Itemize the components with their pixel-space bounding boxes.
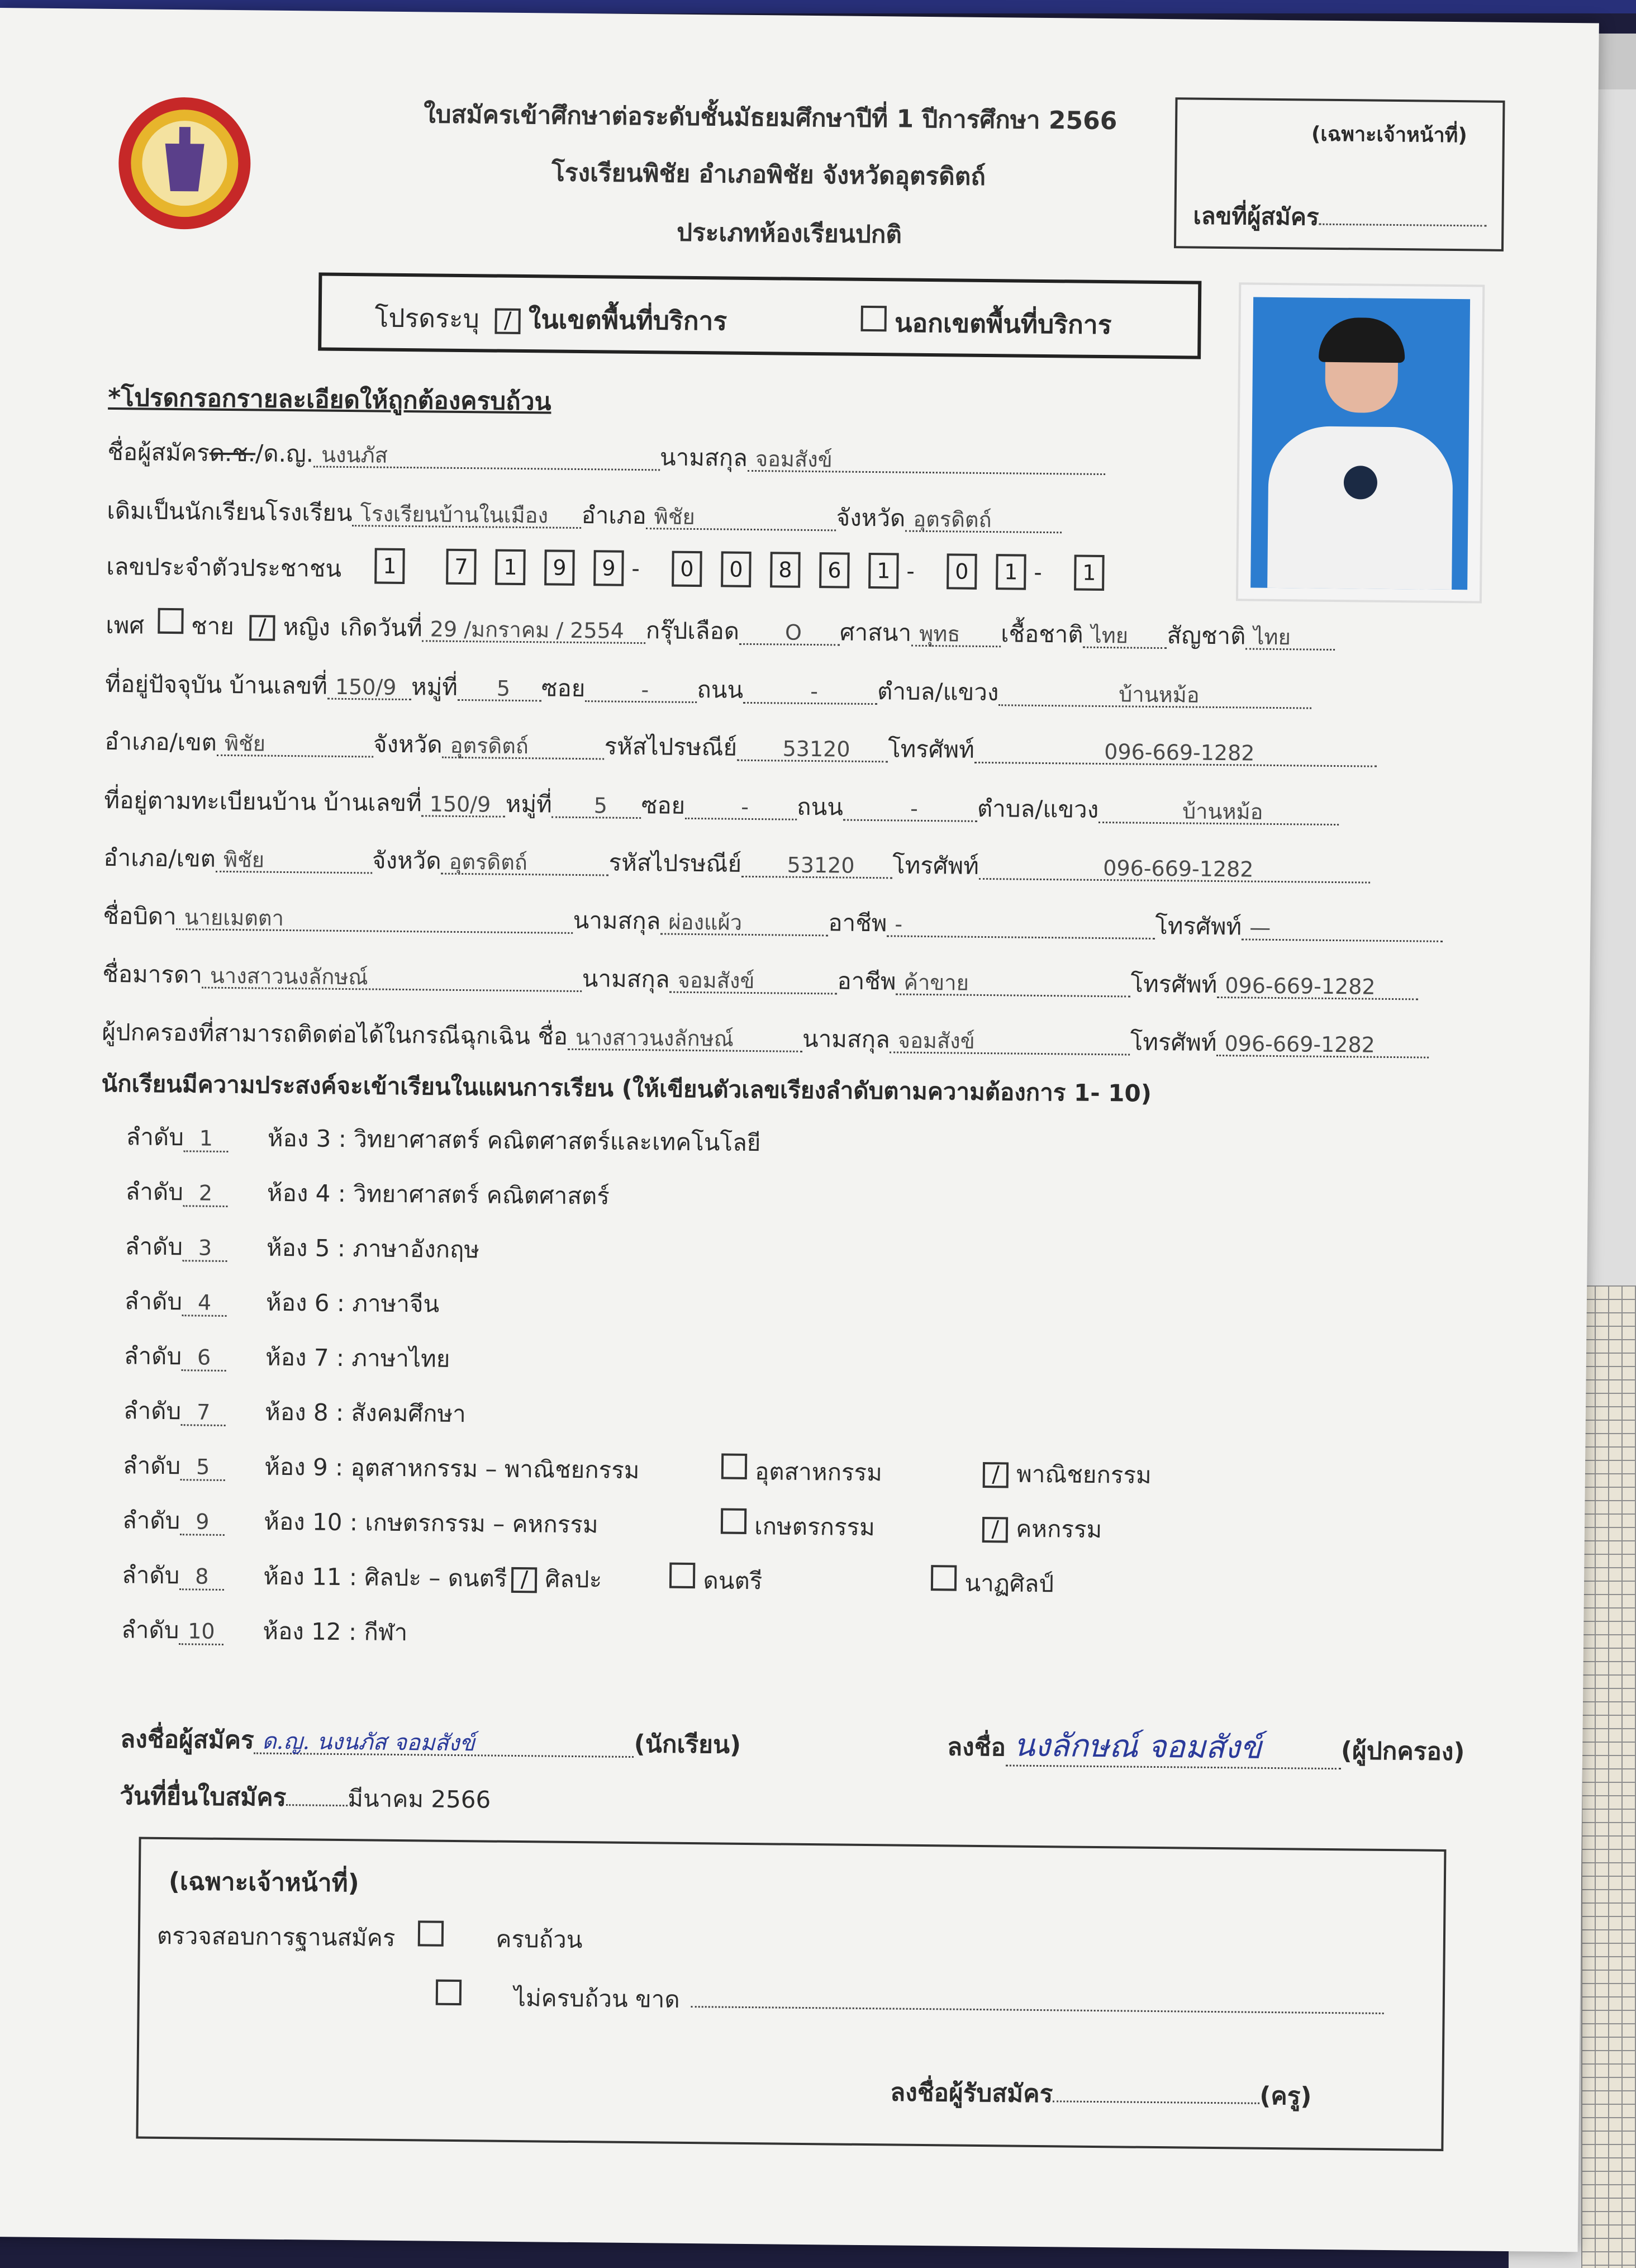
rank-field[interactable]: 7 (181, 1399, 226, 1426)
plan-row (121, 1611, 408, 1651)
school-seal-icon (114, 93, 255, 234)
agriculture-checkbox[interactable] (721, 1508, 746, 1534)
guardian-signature[interactable]: นงลักษณ์ จอมสังข์ (1006, 1733, 1342, 1769)
staff-box (1174, 97, 1505, 252)
applicant-signature-row (120, 1719, 741, 1764)
father-job-label: อาชีพ (828, 909, 887, 937)
current-soi-label: ซอย (541, 674, 586, 703)
id-digit-3[interactable]: 1 (495, 549, 526, 586)
id-separator: - (906, 558, 915, 585)
commerce-label: พาณิชยกรรม (1016, 1460, 1152, 1489)
service-area-row (374, 297, 1111, 345)
mother-surname-field[interactable]: จอมสังข์ (669, 967, 837, 995)
plan-row (124, 1283, 439, 1322)
guardian-surname-label: นามสกุล (802, 1024, 891, 1054)
rank-field[interactable]: 6 (182, 1345, 226, 1372)
receiver-label: ลงชื่อผู้รับสมัคร (890, 2078, 1053, 2109)
receiver-signature-field[interactable] (1053, 2076, 1259, 2104)
surname-label: นามสกุล (659, 443, 748, 472)
current-district-field[interactable]: พิชัย (217, 730, 373, 758)
id-digit-8[interactable]: 8 (770, 552, 801, 588)
father-surname-label: นามสกุล (573, 906, 661, 935)
registered-zip-field[interactable]: 53120 (741, 852, 892, 879)
personal-info-row (106, 607, 1335, 656)
applicant-no-row (1193, 198, 1487, 238)
id-digit-6[interactable]: 0 (672, 551, 702, 587)
rank-label: ลำดับ (123, 1397, 182, 1425)
service-area-box (318, 272, 1201, 359)
registered-moo-field[interactable]: 5 (552, 793, 641, 819)
plan-row (122, 1557, 1054, 1602)
guardian-row (102, 1014, 1429, 1064)
registered-address-row1 (104, 782, 1339, 831)
incomplete-checkbox[interactable] (436, 1980, 462, 2005)
id-label: เลขประจำตัวประชาชน (106, 552, 342, 582)
classroom-type: ประเภทห้องเรียนปกติ (676, 218, 902, 249)
rank-field[interactable]: 5 (180, 1454, 225, 1481)
id-digit-7[interactable]: 0 (721, 551, 752, 587)
current-phone-field[interactable]: 096-669-1282 (974, 738, 1377, 767)
current-soi-field[interactable]: - (585, 676, 697, 703)
father-row (103, 898, 1443, 947)
service-area-prompt: โปรดระบุ (374, 302, 480, 334)
submit-date-value: มีนาคม 2566 (348, 1785, 491, 1814)
music-label: ดนตรี (703, 1567, 763, 1595)
art-label: ศิลปะ (545, 1565, 602, 1593)
room-label: ห้อง 7 : ภาษาไทย (265, 1343, 450, 1373)
rank-field[interactable]: 10 (179, 1619, 223, 1645)
guardian-phone-field[interactable]: 096-669-1282 (1216, 1031, 1429, 1059)
surname-field[interactable]: จอมสังข์ (748, 446, 1105, 475)
rank-label: ลำดับ (122, 1506, 180, 1535)
current-house-field[interactable]: 150/9 (327, 674, 411, 700)
mother-job-label: อาชีพ (837, 967, 896, 995)
id-digit-12[interactable]: 1 (996, 554, 1026, 590)
applicant-no-label: เลขที่ผู้สมัคร (1193, 202, 1319, 231)
registered-phone-label: โทรศัพท์ (892, 851, 979, 880)
home-economics-checkbox[interactable]: / (982, 1517, 1008, 1543)
title-girl: /ด.ญ. (255, 439, 314, 468)
office-box (136, 1837, 1446, 2151)
dance-checkbox[interactable] (931, 1565, 957, 1591)
female-checkbox[interactable]: / (250, 615, 275, 640)
registered-province-label: จังหวัด (372, 846, 441, 875)
rank-label: ลำดับ (121, 1561, 180, 1590)
dob-label: เกิดวันที่ (340, 613, 423, 642)
plan-row (125, 1173, 610, 1214)
application-form (0, 8, 1599, 2252)
registered-road-field[interactable]: - (843, 795, 977, 822)
room-label: ห้อง 12 : กีฬา (263, 1617, 408, 1647)
rank-field[interactable]: 9 (180, 1509, 225, 1536)
id-separator: - (631, 556, 640, 582)
agriculture-label: เกษตรกรรม (754, 1512, 876, 1541)
id-digit-2[interactable]: 7 (446, 549, 477, 585)
title-boy-struck: ด.ช. (209, 439, 256, 467)
rank-label: ลำดับ (125, 1232, 183, 1261)
prev-province-label: จังหวัด (836, 504, 906, 532)
current-subdistrict-field[interactable]: บ้านหม้อ (998, 680, 1311, 709)
prev-school-row (107, 492, 1062, 538)
room-label: ห้อง 8 : สังคมศึกษา (264, 1398, 467, 1428)
prev-province-field[interactable]: อุตรดิตถ์ (905, 506, 1062, 534)
id-digit-5[interactable]: 9 (593, 550, 624, 586)
current-province-label: จังหวัด (373, 730, 443, 758)
room-label: ห้อง 4 : วิทยาศาสตร์ คณิตศาสตร์ (267, 1179, 610, 1210)
plan-row (123, 1392, 466, 1432)
father-job-field[interactable]: - (887, 911, 1155, 940)
receiver-row (890, 2072, 1312, 2115)
father-surname-field[interactable]: ผ่องแผ้ว (660, 909, 828, 936)
current-address-row2 (104, 723, 1377, 772)
id-digit-4[interactable]: 9 (544, 549, 575, 586)
prev-district-field[interactable]: พิชัย (646, 504, 836, 531)
current-road-label: ถนน (697, 676, 744, 704)
guardian-role: (ผู้ปกครอง) (1340, 1736, 1465, 1767)
dob-field[interactable]: 29 /มกราคม / 2554 (422, 616, 646, 644)
plan-row (122, 1502, 1102, 1548)
inside-area-label: ในเขตพื้นที่บริการ (528, 304, 727, 336)
current-province-field[interactable]: อุตรดิตถ์ (442, 733, 604, 760)
background-grid-paper (1581, 1285, 1636, 2268)
commerce-checkbox[interactable]: / (983, 1462, 1009, 1488)
rank-field[interactable]: 4 (182, 1290, 227, 1317)
father-phone-field[interactable]: — (1242, 914, 1443, 942)
mother-phone-label: โทรศัพท์ (1130, 970, 1218, 998)
industry-checkbox[interactable] (721, 1454, 747, 1479)
mother-label: ชื่อมารดา (102, 960, 203, 989)
guardian-sign-label: ลงชื่อ (947, 1733, 1006, 1762)
applicant-no-field[interactable] (1319, 200, 1486, 227)
religion-label: ศาสนา (839, 618, 912, 647)
instruction-text: *โปรดกรอกรายละเอียดให้ถูกต้องครบถ้วน (108, 383, 551, 416)
guardian-phone-label: โทรศัพท์ (1130, 1028, 1217, 1056)
rank-label: ลำดับ (121, 1616, 179, 1644)
office-check-row (157, 1918, 583, 1958)
nationality-field[interactable]: ไทย (1245, 624, 1335, 651)
current-subdistrict-label: ตำบล/แขวง (877, 677, 999, 706)
staff-box-label: (เฉพาะเจ้าหน้าที่) (1311, 122, 1468, 148)
male-checkbox[interactable] (158, 608, 183, 634)
nationality-label: สัญชาติ (1167, 621, 1246, 650)
outside-area-checkbox[interactable] (861, 306, 887, 331)
applicant-photo (1236, 282, 1485, 603)
office-check-label: ตรวจสอบการฐานสมัคร (156, 1921, 396, 1952)
room-label: ห้อง 10 : เกษตรกรรม – คหกรรม (264, 1507, 598, 1539)
registered-house-label: ที่อยู่ตามทะเบียนบ้าน บ้านเลขที่ (104, 786, 422, 817)
room-label: ห้อง 5 : ภาษาอังกฤษ (266, 1233, 480, 1264)
registered-house-field[interactable]: 150/9 (422, 791, 506, 817)
female-label: หญิง (283, 613, 331, 641)
complete-checkbox[interactable] (417, 1920, 443, 1946)
plan-row (123, 1447, 1152, 1494)
inside-area-checkbox[interactable]: / (495, 309, 521, 334)
room-label: ห้อง 9 : อุตสาหกรรม – พาณิชยกรรม (264, 1453, 640, 1484)
guardian-signature-row (947, 1727, 1465, 1771)
rank-field[interactable]: 1 (184, 1126, 229, 1152)
guardian-label: ผู้ปกครองที่สามารถติดต่อได้ในกรณีฉุกเฉิน ชื่อ (102, 1018, 568, 1050)
current-phone-label: โทรศัพท์ (887, 735, 975, 763)
form-title: ใบสมัครเข้าศึกษาต่อระดับชั้นมัธยมศึกษาปีที่ 1 ปีการศึกษา 2566 (423, 100, 1117, 136)
submit-day-field[interactable] (286, 1780, 348, 1806)
plan-row (124, 1337, 450, 1378)
id-digit-1[interactable]: 1 (374, 548, 405, 584)
registered-soi-label: ซอย (641, 791, 686, 819)
sex-label: เพศ (106, 611, 145, 639)
complete-label: ครบถ้วน (496, 1925, 583, 1954)
current-zip-label: รหัสไปรษณีย์ (604, 732, 738, 761)
current-moo-label: หมู่ที่ (411, 673, 458, 701)
registered-province-field[interactable]: อุตรดิตถ์ (441, 849, 608, 876)
office-box-label: (เฉพาะเจ้าหน้าที่) (168, 1867, 359, 1898)
room-label: ห้อง 3 : วิทยาศาสตร์ คณิตศาสตร์และเทคโนโลยี (267, 1124, 761, 1157)
guardian-name-field[interactable]: นางสาวนงลักษณ์ (568, 1024, 802, 1052)
room-label: ห้อง 11 : ศิลปะ – ดนตรี (263, 1562, 507, 1592)
missing-items-field[interactable] (691, 1982, 1383, 2014)
name-label: ชื่อผู้สมัคร (107, 438, 210, 467)
religion-field[interactable]: พุทธ (911, 621, 1001, 648)
rank-field[interactable]: 3 (183, 1235, 227, 1262)
mother-phone-field[interactable]: 096-669-1282 (1217, 972, 1418, 1000)
plan-heading: นักเรียนมีความประสงค์จะเข้าเรียนในแผนการเรียน (ให้เขียนตัวเลขเรียงลำดับตามความต้องการ 1- 10) (101, 1069, 1152, 1107)
id-digit-13[interactable]: 1 (1074, 555, 1105, 591)
registered-address-row2 (103, 839, 1370, 889)
race-label: เชื้อชาติ (1000, 620, 1083, 648)
rank-label: ลำดับ (123, 1342, 182, 1370)
submit-date-row (120, 1776, 491, 1819)
registered-phone-field[interactable]: 096-669-1282 (979, 854, 1370, 884)
current-district-label: อำเภอ/เขต (104, 727, 217, 756)
rank-label: ลำดับ (125, 1178, 184, 1206)
registered-road-label: ถนน (796, 793, 844, 821)
dance-label: นาฏศิลป์ (964, 1569, 1054, 1598)
office-incomplete-row (431, 1979, 1384, 2025)
submit-date-label: วันที่ยื่นใบสมัคร (120, 1782, 287, 1812)
rank-field[interactable]: 2 (183, 1180, 228, 1207)
id-digit-10[interactable]: 1 (868, 553, 899, 589)
rank-label: ลำดับ (122, 1451, 181, 1480)
registered-soi-field[interactable]: - (685, 794, 797, 820)
mother-job-field[interactable]: ค้าขาย (896, 969, 1130, 997)
father-phone-label: โทรศัพท์ (1155, 912, 1242, 941)
registered-district-label: อำเภอ/เขต (103, 843, 216, 872)
id-separator: - (1034, 559, 1043, 586)
plan-row (126, 1118, 760, 1161)
applicant-sign-label: ลงชื่อผู้สมัคร (120, 1725, 254, 1755)
id-digit-11[interactable]: 0 (947, 553, 977, 590)
prev-school-label: เดิมเป็นนักเรียนโรงเรียน (107, 496, 353, 527)
registered-subdistrict-label: ตำบล/แขวง (977, 794, 1099, 823)
receiver-role: (ครู) (1259, 2081, 1312, 2111)
art-checkbox[interactable]: / (511, 1567, 537, 1593)
mother-surname-label: นามสกุล (582, 965, 670, 993)
room-label: ห้อง 6 : ภาษาจีน (265, 1288, 440, 1318)
race-field[interactable]: ไทย (1083, 623, 1167, 649)
outside-area-label: นอกเขตพื้นที่บริการ (894, 307, 1112, 340)
rank-label: ลำดับ (126, 1123, 184, 1151)
current-moo-field[interactable]: 5 (458, 675, 541, 701)
guardian-surname-field[interactable]: จอมสังข์ (890, 1027, 1130, 1055)
name-row (107, 434, 1105, 480)
current-road-field[interactable]: - (743, 678, 877, 705)
registered-subdistrict-field[interactable]: บ้านหม้อ (1098, 798, 1339, 825)
applicant-signature[interactable]: ด.ญ. นงนภัส จอมสังข์ (254, 1729, 634, 1758)
registered-moo-label: หมู่ที่ (505, 790, 553, 818)
industry-label: อุตสาหกรรม (754, 1458, 883, 1487)
school-name: โรงเรียนพิชัย อำเภอพิชัย จังหวัดอุตรดิตถ์ (551, 158, 986, 191)
male-label: ชาย (191, 612, 235, 640)
father-name-field[interactable]: นายเมตตา (176, 904, 573, 934)
first-name-field[interactable]: นงนภัส (313, 442, 660, 471)
current-address-row1 (105, 666, 1312, 714)
plan-row (125, 1228, 479, 1268)
home-economics-label: คหกรรม (1015, 1515, 1102, 1544)
mother-row (102, 956, 1419, 1005)
prev-district-label: อำเภอ (581, 501, 646, 530)
prev-school-field[interactable]: โรงเรียนบ้านในเมือง (352, 501, 581, 529)
registered-zip-label: รหัสไปรษณีย์ (608, 848, 742, 877)
id-digit-9[interactable]: 6 (819, 552, 850, 589)
rank-field[interactable]: 8 (179, 1564, 224, 1591)
blood-field[interactable]: O (739, 619, 840, 646)
registered-district-field[interactable]: พิชัย (216, 847, 372, 874)
rank-label: ลำดับ (124, 1287, 183, 1316)
current-zip-field[interactable]: 53120 (737, 736, 888, 763)
father-label: ชื่อบิดา (103, 901, 177, 931)
mother-name-field[interactable]: นางสาวนงลักษณ์ (202, 963, 582, 993)
applicant-role: (นักเรียน) (634, 1730, 741, 1759)
current-house-label: ที่อยู่ปัจจุบัน บ้านเลขที่ (105, 670, 328, 700)
incomplete-label: ไม่ครบถ้วน ขาด (513, 1984, 680, 2013)
blood-label: กรุ๊ปเลือด (645, 616, 740, 645)
music-checkbox[interactable] (669, 1563, 695, 1588)
